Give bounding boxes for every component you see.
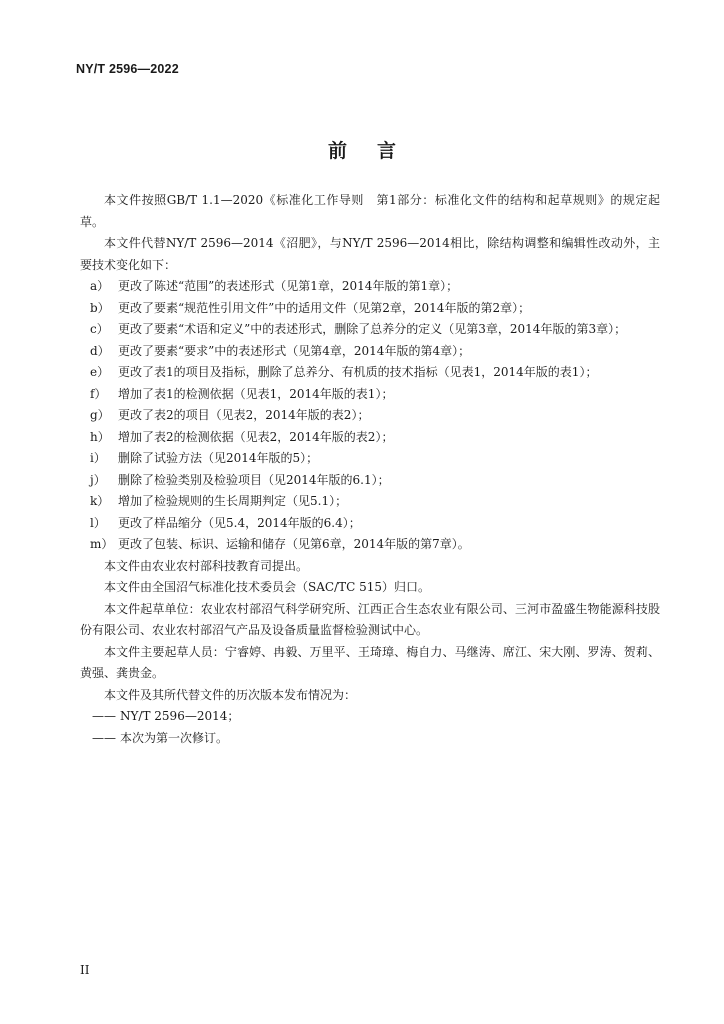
- list-item: [80, 362, 660, 384]
- list-item-text: 更改了表1的项目及指标，删除了总养分、有机质的技术指标（见表1，2014年版的表1）；: [118, 365, 598, 379]
- list-item-text: 更改了表2的项目（见表2，2014年版的表2）；: [118, 408, 370, 422]
- history-item: [80, 706, 660, 728]
- history-dash: ——: [92, 709, 116, 723]
- intro-paragraph: 本文件按照GB/T 1.1—2020《标准化工作导则 第1部分：标准化文件的结构和起草规则》的规定起草。: [80, 193, 660, 229]
- list-item-text: 更改了要素“术语和定义”中的表述形式，删除了总养分的定义（见第3章，2014年版的第3章）；: [118, 322, 627, 336]
- list-item-mark: a）: [90, 279, 110, 293]
- history-text: NY/T 2596—2014；: [120, 709, 240, 723]
- intro-paragraph: 本文件代替NY/T 2596—2014《沼肥》，与NY/T 2596—2014相比，除结构调整和编辑性改动外，主要技术变化如下：: [80, 236, 660, 272]
- list-item: [80, 513, 660, 535]
- list-item-mark: l）: [90, 515, 106, 530]
- list-item-mark: g）: [90, 408, 110, 422]
- list-item-text: 增加了检验规则的生长周期判定（见5.1）；: [118, 494, 348, 508]
- list-item-text: 更改了要素“要求”中的表述形式（见第4章，2014年版的第4章）；: [118, 343, 471, 358]
- list-item-mark: h）: [90, 429, 110, 444]
- list-item-text: 更改了陈述“范围”的表述形式（见第1章，2014年版的第1章）；: [118, 279, 459, 293]
- closing-paragraph: 本文件由农业农村部科技教育司提出。: [104, 558, 309, 573]
- history-dash: ——: [92, 730, 116, 745]
- list-item-mark: j）: [90, 472, 106, 487]
- history-item: [80, 728, 660, 750]
- list-item: [80, 448, 660, 470]
- list-item-mark: d）: [90, 343, 110, 358]
- list-item: [80, 319, 660, 341]
- list-item: [80, 470, 660, 492]
- list-item: [80, 405, 660, 427]
- list-item-text: 更改了包装、标识、运输和储存（见第6章，2014年版的第7章）。: [118, 537, 470, 551]
- closing-paragraph: 本文件起草单位：农业农村部沼气科学研究所、江西正合生态农业有限公司、三河市盈盛生物能源科技股份有限公司、农业农村部沼气产品及设备质量监督检验测试中心。: [80, 601, 660, 637]
- list-item: [80, 341, 660, 363]
- list-item-text: 更改了样品缩分（见5.4，2014年版的6.4）；: [118, 515, 361, 530]
- list-item: [80, 384, 660, 406]
- list-item: [80, 534, 660, 556]
- list-item-text: 增加了表2的检测依据（见表2，2014年版的表2）；: [118, 429, 394, 444]
- list-item-mark: c）: [90, 322, 109, 336]
- document-body: [80, 190, 660, 749]
- list-item-mark: k）: [90, 494, 110, 508]
- closing-paragraph: 本文件及其所代替文件的历次版本发布情况为：: [104, 687, 357, 702]
- list-item: [80, 298, 660, 320]
- list-item-text: 删除了试验方法（见2014年版的5）；: [118, 451, 319, 465]
- document-code: NY/T 2596—2022: [76, 62, 179, 76]
- list-item-text: 更改了要素“规范性引用文件”中的适用文件（见第2章，2014年版的第2章）；: [118, 300, 531, 315]
- page-title: 前言: [327, 140, 426, 162]
- list-item: [80, 427, 660, 449]
- list-item-mark: e）: [90, 365, 110, 379]
- page-number: II: [80, 963, 90, 977]
- list-item: [80, 276, 660, 298]
- list-item-mark: b）: [90, 300, 110, 315]
- list-item-text: 增加了表1的检测依据（见表1，2014年版的表1）；: [118, 386, 394, 401]
- list-item-mark: f）: [90, 386, 107, 401]
- history-text: 本次为第一次修订。: [120, 730, 229, 745]
- list-item-mark: m）: [90, 537, 114, 551]
- closing-paragraph: 本文件由全国沼气标准化技术委员会（SAC/TC 515）归口。: [104, 580, 431, 594]
- list-item-text: 删除了检验类别及检验项目（见2014年版的6.1）；: [118, 472, 390, 487]
- list-item: [80, 491, 660, 513]
- list-item-mark: i）: [90, 451, 106, 465]
- closing-paragraph: 本文件主要起草人员：宁睿婷、冉毅、万里平、王琦璋、梅自力、马继涛、席江、宋大刚、罗涛、贺莉、黄强、龚贵金。: [80, 644, 660, 680]
- changes-list: [80, 276, 660, 556]
